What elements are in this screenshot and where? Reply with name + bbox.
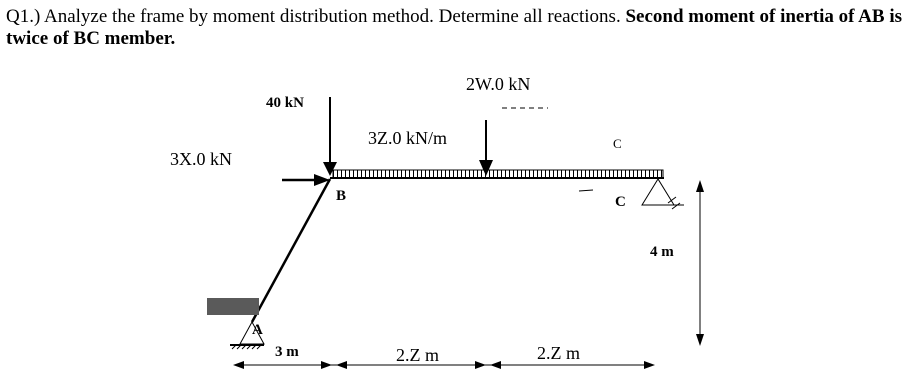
support-block bbox=[207, 298, 259, 315]
roller-support-c bbox=[642, 179, 674, 205]
base-dim-label: 3 m bbox=[275, 344, 299, 360]
dim-arrow-mid-right bbox=[490, 361, 501, 369]
span2-label: 2.Z m bbox=[537, 343, 580, 363]
height-dim-arrow-bottom bbox=[696, 334, 704, 346]
udl-label: 3Z.0 kN/m bbox=[368, 128, 447, 148]
dim-arrow-right-end bbox=[644, 361, 655, 369]
dim-arrow-b-right bbox=[336, 361, 347, 369]
height-dim-arrow-top bbox=[696, 180, 704, 192]
question-prefix: Q1.) Analyze the frame by moment distribution method. Determine all reactions. bbox=[6, 6, 626, 27]
mid-load-label: 2W.0 kN bbox=[466, 74, 531, 94]
node-c-support-label: C bbox=[615, 194, 626, 210]
horizontal-load-label: 3X.0 kN bbox=[170, 149, 232, 169]
node-c-top-label: C bbox=[613, 136, 622, 151]
member-ab bbox=[252, 179, 330, 322]
dim-arrow-b-left bbox=[321, 361, 332, 369]
node-a-label: A bbox=[252, 322, 263, 338]
node-b-label: B bbox=[336, 188, 347, 204]
height-dim-label: 4 m bbox=[650, 244, 674, 260]
dim-arrow-left-end bbox=[233, 361, 244, 369]
dim-arrow-mid-left bbox=[475, 361, 486, 369]
span1-label: 2.Z m bbox=[396, 345, 439, 365]
load-40-label: 40 kN bbox=[266, 95, 304, 111]
dash-near-c bbox=[579, 190, 593, 191]
question-bold: Second moment of inertia of AB is twice of BC member. bbox=[6, 6, 902, 49]
udl-band bbox=[333, 170, 663, 178]
